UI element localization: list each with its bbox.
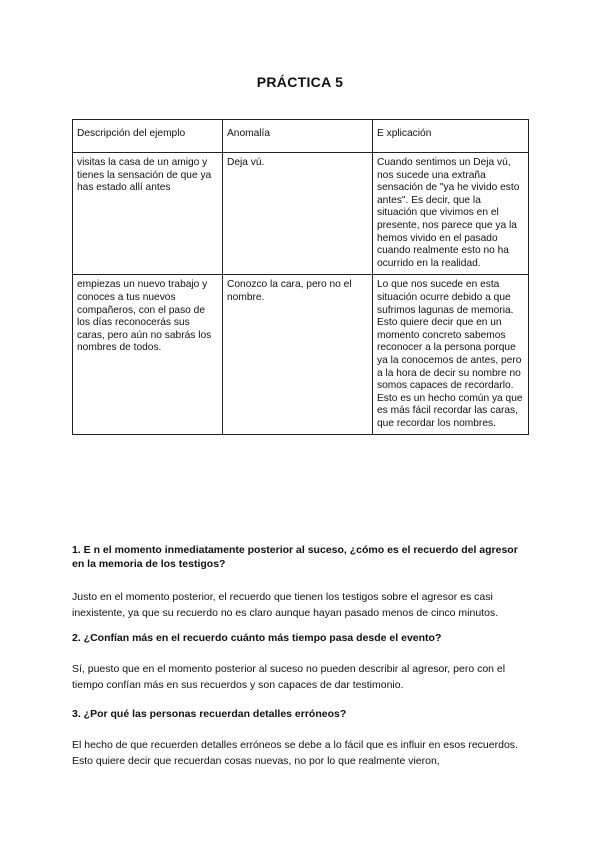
answer-3: El hecho de que recuerden detalles erróneos se debe a lo fácil que es influir en esos recuerdos. Esto quiere decir que recuerdan cosas nuevas, no por lo que realmente vieron, [72,739,518,767]
header-description: Descripción del ejemplo [73,120,223,153]
table-row [73,275,529,435]
question-3: 3. ¿Por qué las personas recuerdan detalles erróneos? [72,708,347,720]
row-explanation: Lo que nos sucede en esta situación ocurre debido a que sufrimos lagunas de memoria. Esto quiere decir que en un momento concreto sabemos reconocer a la persona porque ya la conocemos de antes, pero a la hora de decir su nombre no somos capaces de recordarlo. Esto es un hecho común ya que es más fácil recordar las caras, que recordar los nombres. [373,275,529,435]
row-description: visitas la casa de un amigo y tienes la sensación de que ya has estado allí antes [73,153,223,275]
question-1: 1. E n el momento inmediatamente posterior al suceso, ¿cómo es el recuerdo del agresor en la memoria de los testigos? [72,544,518,570]
row-anomaly: Conozco la cara, pero no el nombre. [223,275,373,435]
row-explanation: Cuando sentimos un Deja vú, nos sucede una extraña sensación de "ya he vivido esto antes". Es decir, que la situación que vivimos en el presente, nos parece que ya la hemos vivido en el pasado cuando realmente esto no ha ocurrido en la realidad. [373,153,529,275]
answer-1: Justo en el momento posterior, el recuerdo que tienen los testigos sobre el agresor es casi inexistente, ya que su recuerdo no es claro aunque hayan pasado menos de cinco minutos. [72,591,499,619]
header-explanation: E xplicación [373,120,529,153]
header-anomaly: Anomalía [223,120,373,153]
row-description: empiezas un nuevo trabajo y conoces a tus nuevos compañeros, con el paso de los días reconocerás sus caras, pero aún no sabrás los nombres de todos. [73,275,223,435]
row-anomaly: Deja vú. [223,153,373,275]
table-header-row [73,120,529,153]
page-title: PRÁCTICA 5 [256,74,344,90]
question-2: 2. ¿Confían más en el recuerdo cuánto más tiempo pasa desde el evento? [72,632,442,644]
examples-table [72,119,529,435]
table-row [73,153,529,275]
answer-2: Sí, puesto que en el momento posterior al suceso no pueden describir al agresor, pero con el tiempo confían más en sus recuerdos y son capaces de dar testimonio. [72,663,506,691]
